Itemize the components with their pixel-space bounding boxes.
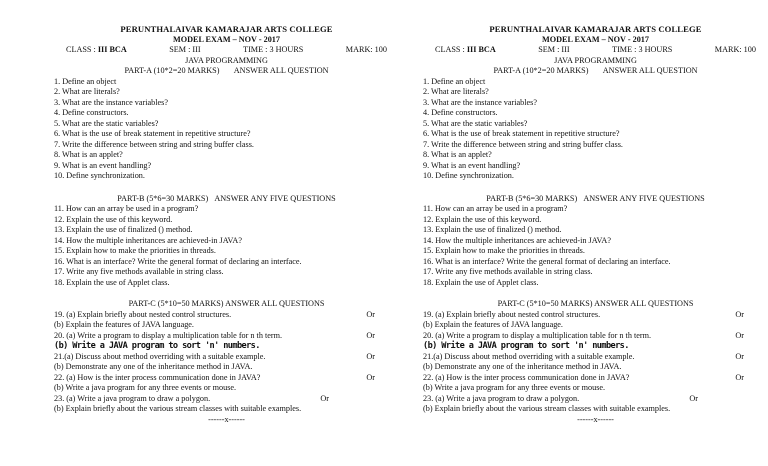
- question-12: 12. Explain the use of this keyword.: [423, 214, 542, 224]
- question-23b: (b) Explain briefly about the various stream classes with suitable examples.: [54, 404, 302, 413]
- question-14: 14. How the multiple inheritances are achieved-in JAVA?: [54, 235, 242, 245]
- or-label: Or: [366, 372, 375, 382]
- part-b-header: PART-B (5*6=30 MARKS) ANSWER ANY FIVE QUESTIONS: [486, 193, 705, 203]
- class-info-line: [423, 45, 768, 56]
- question-22a: 22. (a) How is the inter process communication done in JAVA? Or: [423, 373, 768, 384]
- question-23a: 23. (a) Write a java program to draw a polygon. Or: [423, 394, 768, 405]
- question-13: 13. Explain the use of finalized () method.: [423, 225, 562, 234]
- question-4: 4. Define constructors.: [54, 108, 129, 117]
- question-1: 1. Define an object: [423, 76, 486, 86]
- or-label: Or: [320, 393, 329, 403]
- sem-field: SEM : III: [169, 45, 201, 54]
- question-3: 3. What are the instance variables?: [423, 97, 537, 107]
- class-info-line: [54, 45, 399, 56]
- college-name: PERUNTHALAIVAR KAMARAJAR ARTS COLLEGE: [489, 24, 702, 34]
- class-field: CLASS : III BCA: [66, 45, 127, 54]
- question-19a: 19. (a) Explain briefly about nested control structures. Or: [423, 310, 768, 321]
- exam-title: MODEL EXAM – NOV - 2017: [542, 34, 649, 44]
- end-mark: ------x------: [208, 414, 245, 424]
- or-label: Or: [366, 330, 375, 340]
- question-6: 6. What is the use of break statement in repetitive structure?: [423, 129, 620, 138]
- question-10: 10. Define synchronization.: [423, 171, 514, 180]
- or-label: Or: [735, 372, 744, 382]
- question-6: 6. What is the use of break statement in repetitive structure?: [54, 129, 251, 138]
- marks-field: MARK: 100: [714, 45, 756, 54]
- or-label: Or: [366, 351, 375, 361]
- question-17: 17. Write any five methods available in string class.: [54, 267, 224, 276]
- sem-field: SEM : III: [538, 45, 570, 54]
- question-15: 15. Explain how to make the priorities in threads.: [54, 246, 216, 255]
- question-14: 14. How the multiple inheritances are achieved-in JAVA?: [423, 235, 611, 245]
- question-3: 3. What are the instance variables?: [54, 97, 168, 107]
- question-9: 9. What is an event handling?: [54, 160, 152, 170]
- question-8: 8. What is an applet?: [423, 150, 492, 159]
- question-22a: 22. (a) How is the inter process communication done in JAVA? Or: [54, 373, 399, 384]
- question-2: 2. What are literals?: [423, 87, 489, 96]
- question-21a: 21.(a) Discuss about method overriding with a suitable example. Or: [54, 352, 399, 363]
- question-23b: (b) Explain briefly about the various stream classes with suitable examples.: [423, 404, 671, 413]
- class-field: CLASS : III BCA: [435, 45, 496, 54]
- part-a-header: PART-A (10*2=20 MARKS) ANSWER ALL QUESTION: [124, 66, 329, 75]
- part-a-header: PART-A (10*2=20 MARKS) ANSWER ALL QUESTION: [493, 66, 698, 75]
- or-label: Or: [689, 393, 698, 403]
- question-20b-handwritten: (b) Write a JAVA program to sort 'n' numbers.: [54, 341, 260, 351]
- question-19a: 19. (a) Explain briefly about nested control structures. Or: [54, 310, 399, 321]
- question-18: 18. Explain the use of Applet class.: [423, 277, 539, 287]
- question-10: 10. Define synchronization.: [54, 171, 145, 180]
- question-1: 1. Define an object: [54, 76, 117, 86]
- question-19b: (b) Explain the features of JAVA language.: [423, 320, 563, 329]
- question-8: 8. What is an applet?: [54, 150, 123, 159]
- question-7: 7. Write the difference between string and string buffer class.: [54, 139, 254, 149]
- end-mark: ------x------: [577, 414, 614, 424]
- or-label: Or: [735, 309, 744, 319]
- question-16: 16. What is an interface? Write the general format of declaring an interface.: [423, 256, 671, 266]
- part-b-header: PART-B (5*6=30 MARKS) ANSWER ANY FIVE QUESTIONS: [117, 193, 336, 203]
- or-label: Or: [735, 330, 744, 340]
- question-15: 15. Explain how to make the priorities in threads.: [423, 246, 585, 255]
- question-17: 17. Write any five methods available in string class.: [423, 267, 593, 276]
- exam-paper-right: [423, 24, 768, 425]
- question-21b: (b) Demonstrate any one of the inheritance method in JAVA.: [54, 362, 253, 371]
- question-5: 5. What are the static variables?: [423, 118, 528, 128]
- subject-title: JAVA PROGRAMMING: [554, 55, 637, 65]
- question-21b: (b) Demonstrate any one of the inheritance method in JAVA.: [423, 362, 622, 371]
- or-label: Or: [735, 351, 744, 361]
- part-c-header: PART-C (5*10=50 MARKS) ANSWER ALL QUESTIONS: [497, 299, 694, 308]
- time-field: TIME : 3 HOURS: [243, 45, 304, 54]
- question-7: 7. Write the difference between string and string buffer class.: [423, 139, 623, 149]
- question-11: 11. How can an array be used in a program?: [423, 204, 568, 213]
- time-field: TIME : 3 HOURS: [612, 45, 673, 54]
- question-9: 9. What is an event handling?: [423, 160, 521, 170]
- question-16: 16. What is an interface? Write the general format of declaring an interface.: [54, 256, 302, 266]
- question-13: 13. Explain the use of finalized () method.: [54, 225, 193, 234]
- question-20a: 20. (a) Write a program to display a multiplication table for n th term. Or: [54, 331, 399, 342]
- college-name: PERUNTHALAIVAR KAMARAJAR ARTS COLLEGE: [120, 24, 333, 34]
- or-label: Or: [366, 309, 375, 319]
- question-12: 12. Explain the use of this keyword.: [54, 214, 173, 224]
- question-23a: 23. (a) Write a java program to draw a polygon. Or: [54, 394, 399, 405]
- question-22b: (b) Write a java program for any three events or mouse.: [423, 383, 606, 392]
- exam-title: MODEL EXAM – NOV - 2017: [173, 34, 280, 44]
- question-21a: 21.(a) Discuss about method overriding with a suitable example. Or: [423, 352, 768, 363]
- subject-title: JAVA PROGRAMMING: [185, 55, 268, 65]
- question-5: 5. What are the static variables?: [54, 118, 159, 128]
- question-22b: (b) Write a java program for any three events or mouse.: [54, 383, 237, 392]
- question-20b-handwritten: (b) Write a JAVA program to sort 'n' numbers.: [423, 341, 629, 351]
- exam-paper-left: [54, 24, 399, 425]
- question-19b: (b) Explain the features of JAVA language.: [54, 320, 194, 329]
- question-18: 18. Explain the use of Applet class.: [54, 277, 170, 287]
- question-2: 2. What are literals?: [54, 87, 120, 96]
- question-4: 4. Define constructors.: [423, 108, 498, 117]
- question-20a: 20. (a) Write a program to display a multiplication table for n th term. Or: [423, 331, 768, 342]
- part-c-header: PART-C (5*10=50 MARKS) ANSWER ALL QUESTIONS: [128, 299, 325, 308]
- question-11: 11. How can an array be used in a program?: [54, 204, 199, 213]
- marks-field: MARK: 100: [345, 45, 387, 54]
